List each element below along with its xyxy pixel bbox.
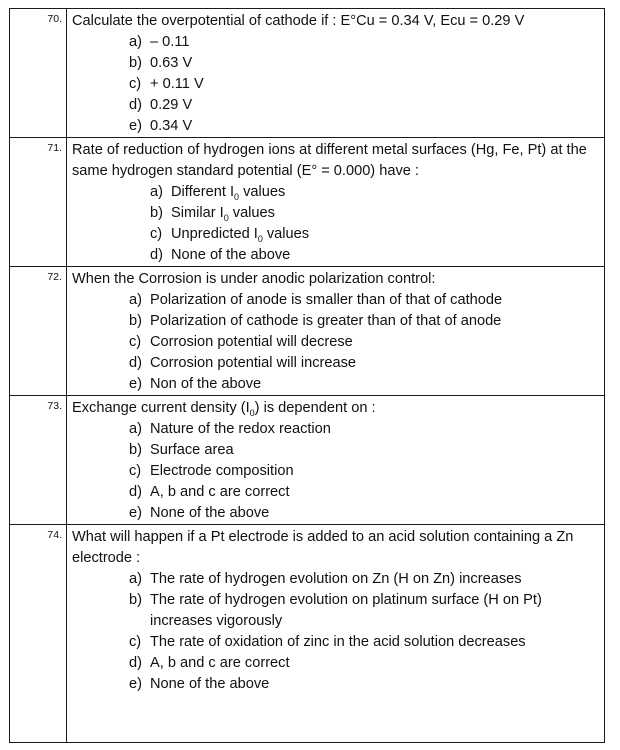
option-text: None of the above: [150, 505, 270, 521]
answer-option: [72, 74, 600, 95]
option-text: Corrosion potential will increase: [150, 355, 357, 371]
option-text: None of the above: [150, 676, 270, 692]
option-letter: e): [129, 118, 142, 134]
answer-option: [72, 332, 600, 353]
option-letter: b): [150, 205, 163, 221]
option-text: Electrode composition: [150, 463, 294, 479]
question-cell: [67, 9, 605, 138]
answer-option: [72, 95, 600, 116]
option-letter: e): [129, 376, 142, 392]
option-text: The rate of hydrogen evolution on Zn (H on Zn) increases: [150, 571, 522, 587]
answer-option: [72, 290, 600, 311]
answer-option: [72, 569, 600, 590]
option-text: Polarization of anode is smaller than of that of cathode: [150, 292, 503, 308]
option-text: 0.34 V: [150, 118, 193, 134]
question-text: Rate of reduction of hydrogen ions at different metal surfaces (Hg, Fe, Pt) at the same hydrogen standard potential (E° = 0.000) have :: [72, 142, 587, 179]
answer-option: [72, 182, 600, 203]
option-letter: a): [129, 34, 142, 50]
option-text: 0.63 V: [150, 55, 193, 71]
question-text: Exchange current density $(I_0)$ is dependent on :: [72, 400, 376, 418]
answer-option: [72, 632, 600, 653]
question-text: What will happen if a Pt electrode is added to an acid solution containing a Zn electrode :: [72, 529, 574, 566]
option-letter: e): [129, 676, 142, 692]
option-text: Nature of the redox reaction: [150, 421, 331, 437]
option-text: None of the above: [171, 247, 291, 263]
option-text: Surface area: [150, 442, 234, 458]
option-letter: c): [129, 334, 142, 350]
question-number: 72.: [10, 267, 67, 396]
answer-option: [72, 245, 600, 266]
option-letter: a): [129, 292, 142, 308]
question-text: When the Corrosion is under anodic polarization control:: [72, 271, 436, 287]
option-letter: d): [129, 355, 142, 371]
question-cell: [67, 525, 605, 743]
option-letter: d): [129, 97, 142, 113]
option-text: Corrosion potential will decrese: [150, 334, 353, 350]
option-letter: b): [129, 442, 142, 458]
question-cell: [67, 396, 605, 525]
option-text: 0.29 V: [150, 97, 193, 113]
answer-option: [72, 224, 600, 245]
question-text: Calculate the overpotential of cathode if : E°Cu = 0.34 V, Ecu = 0.29 V: [72, 13, 525, 29]
option-letter: d): [150, 247, 163, 263]
option-letter: c): [129, 76, 142, 92]
question-row: [10, 396, 605, 525]
answer-option: [72, 32, 600, 53]
answer-option: [72, 53, 600, 74]
option-letter: a): [150, 184, 163, 200]
option-letter: a): [129, 421, 142, 437]
answer-option: [72, 653, 600, 674]
option-text: Different $I_0$ values: [171, 184, 286, 202]
answer-option: [72, 419, 600, 440]
question-row: [10, 525, 605, 743]
question-table: [9, 8, 605, 743]
option-letter: c): [129, 634, 142, 650]
question-number: 73.: [10, 396, 67, 525]
option-text: A, b and c are correct: [150, 655, 290, 671]
option-letter: d): [129, 484, 142, 500]
option-letter: d): [129, 655, 142, 671]
option-letter: c): [150, 226, 163, 242]
answer-option: [72, 116, 600, 137]
question-cell: [67, 267, 605, 396]
option-letter: b): [129, 313, 142, 329]
question-row: [10, 267, 605, 396]
option-text: + 0.11 V: [150, 76, 204, 92]
answer-option: [72, 440, 600, 461]
question-number: 70.: [10, 9, 67, 138]
answer-option: [72, 353, 600, 374]
option-text: The rate of hydrogen evolution on platinum surface (H on Pt) increases vigorously: [150, 592, 542, 629]
question-number: 71.: [10, 138, 67, 267]
option-text: Unpredicted $I_0$ values: [171, 226, 310, 244]
option-letter: e): [129, 505, 142, 521]
option-text: A, b and c are correct: [150, 484, 290, 500]
option-letter: c): [129, 463, 142, 479]
answer-option: [72, 482, 600, 503]
option-text: – 0.11: [150, 34, 190, 50]
answer-option: [72, 503, 600, 524]
question-row: [10, 9, 605, 138]
answer-option: [72, 374, 600, 395]
option-letter: b): [129, 592, 142, 608]
option-text: Non of the above: [150, 376, 262, 392]
question-row: [10, 138, 605, 267]
answer-option: [72, 461, 600, 482]
option-text: The rate of oxidation of zinc in the acid solution decreases: [150, 634, 526, 650]
option-letter: b): [129, 55, 142, 71]
answer-option: [72, 203, 600, 224]
answer-option: [72, 590, 600, 632]
option-text: Polarization of cathode is greater than of that of anode: [150, 313, 502, 329]
answer-option: [72, 311, 600, 332]
question-number: 74.: [10, 525, 67, 743]
option-text: Similar $I_0$ values: [171, 205, 275, 223]
answer-option: [72, 674, 600, 695]
question-cell: [67, 138, 605, 267]
option-letter: a): [129, 571, 142, 587]
